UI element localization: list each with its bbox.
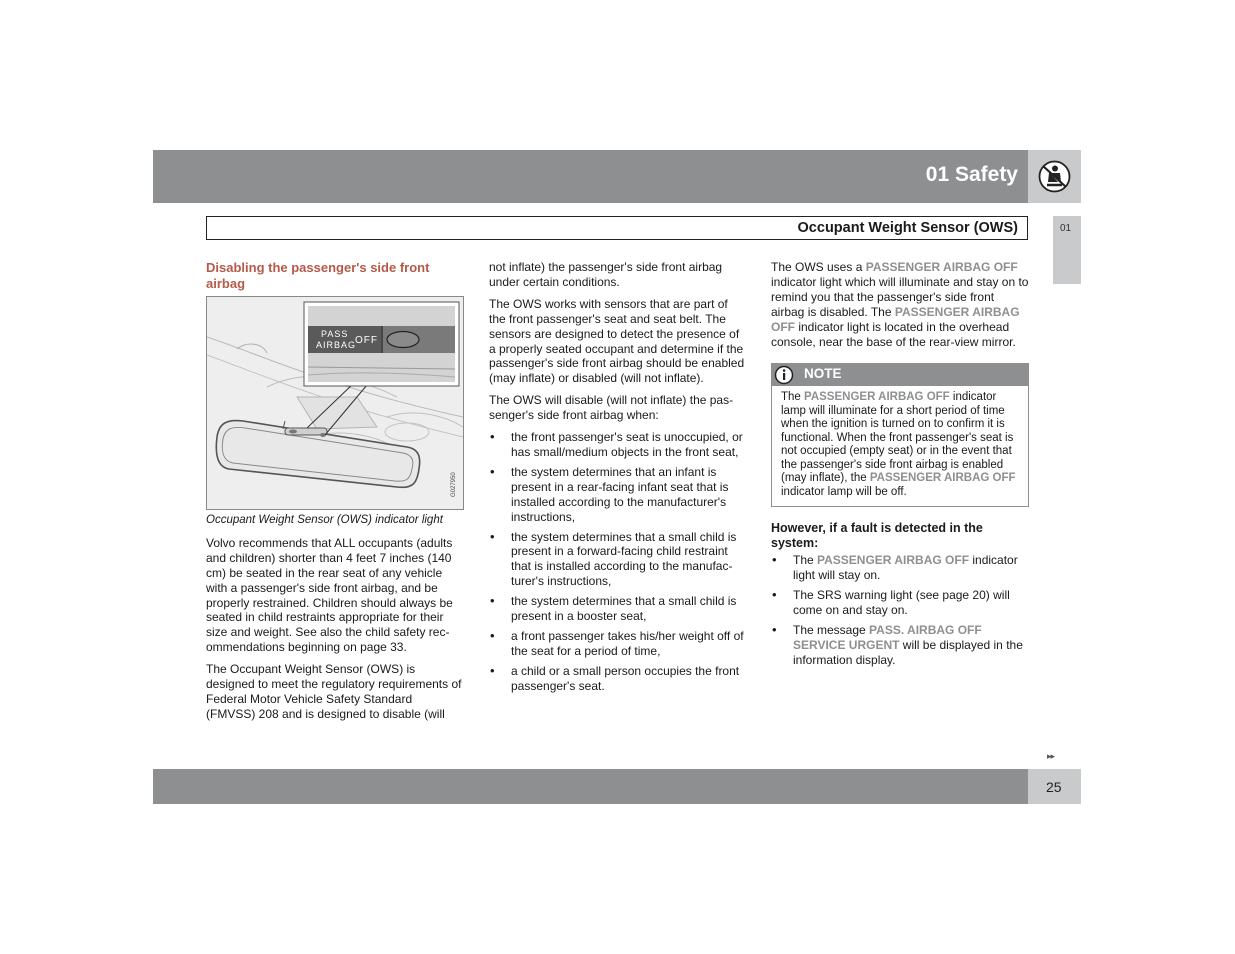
disable-conditions-list — [489, 430, 747, 694]
overhead-console-drawing — [207, 297, 463, 509]
text-run: indicator light is located in the overhead console, near the base of the rear-view mirror. — [771, 319, 1016, 349]
chapter-header-bar — [153, 150, 1028, 203]
fault-list — [771, 553, 1029, 667]
text-run: indicator light which will illuminate and stay on to remind you that the passenger's side front airbag is disabled. The — [771, 274, 1029, 319]
chapter-icon-box — [1028, 150, 1081, 203]
seatbelt-icon — [1038, 160, 1071, 193]
list-item — [771, 553, 1029, 583]
indicator-name: PASSENGER AIRBAG OFF — [817, 553, 970, 568]
section-heading: Disabling the passenger's side front airbag — [206, 260, 430, 291]
section-title: Occupant Weight Sensor (OWS) — [797, 220, 1018, 236]
list-item: • the system determines that an infant is present in a rear-facing infant seat that is installed according to the manufacturer's instructions, — [489, 465, 747, 525]
text-run: indicator lamp will illuminate for a short period of time when the ignition is turned on to confirm it is functional. When the front passenger's seat is not occupied (empty seat) or in the event that the passenger's side front airbag is enabled (may inflate), the — [781, 391, 1014, 485]
indicator-name: PASSENGER AIRBAG OFF — [865, 260, 1018, 274]
text-run: The — [793, 553, 818, 568]
note-box — [771, 363, 1029, 507]
chapter-title: 01 Safety — [925, 163, 1018, 186]
indicator-name: PASSENGER AIRBAG OFF — [804, 391, 950, 404]
column-1 — [206, 260, 464, 729]
text-run: The message — [793, 623, 870, 638]
note-body — [772, 386, 1028, 506]
figure-code: G027950 — [451, 472, 457, 497]
paragraph: not inflate) the passenger's side front airbag under certain conditions. — [489, 260, 723, 289]
text-run: will be displayed in the information display. — [793, 637, 1023, 667]
page-number-box — [1028, 769, 1081, 804]
note-title: NOTE — [804, 366, 842, 382]
footer-bar — [153, 769, 1028, 804]
figure-caption: Occupant Weight Sensor (OWS) indicator light — [206, 514, 443, 526]
fault-subheading: However, if a fault is detected in the system: — [771, 521, 983, 551]
note-header — [772, 364, 1028, 386]
list-item: • the front passenger's seat is unoccupied, or has small/medium objects in the front seat, — [489, 430, 747, 460]
display-off-text: OFF — [355, 335, 378, 346]
list-item: • a front passenger takes his/her weight off of the seat for a period of time, — [489, 629, 747, 659]
chapter-side-tab — [1053, 216, 1081, 284]
list-item — [771, 623, 1029, 668]
text-run: indicator light will stay on. — [793, 553, 1018, 583]
column-2 — [489, 260, 747, 699]
side-tab-label: 01 — [1060, 223, 1072, 234]
list-item: • the system determines that a small child is present in a forward-facing child restraint that is installed according to the manufacturer's instructions, — [489, 530, 747, 590]
text-run: The — [781, 391, 805, 404]
indicator-name: PASSENGER AIRBAG OFF — [771, 304, 1020, 334]
indicator-name: PASSENGER AIRBAG OFF — [869, 472, 1016, 485]
continue-arrows-icon: ▸▸ — [1047, 751, 1055, 761]
list-item: • The SRS warning light (see page 20) will come on and stay on. — [771, 588, 1029, 618]
column-3 — [771, 260, 1029, 673]
list-item: • a child or a small person occupies the front passenger's seat. — [489, 664, 747, 694]
ows-indicator-illustration — [206, 296, 464, 510]
message-text: PASS. AIRBAG OFF SERVICE URGENT — [793, 623, 982, 652]
paragraph: The OWS works with sensors that are part of the front passenger's seat and seat belt. The sensors are designed to detect the presence of a properly seated occupant and determine if the passenger's side front airbag should be enabled (may inflate) or disabled (will not inflate). — [489, 296, 745, 386]
paragraph — [771, 260, 1029, 349]
display-pass-text: PASS — [321, 329, 349, 339]
page-number: 25 — [1046, 779, 1062, 795]
text-run: indicator lamp will be off. — [781, 485, 907, 498]
paragraph: The Occupant Weight Sensor (OWS) is designed to meet the regulatory requirements of Federal Motor Vehicle Safety Standard (FMVSS) 208 and is designed to disable (will — [206, 662, 462, 721]
paragraph: Volvo recommends that ALL occupants (adults and children) shorter than 4 feet 7 inches (140 cm) be seated in the rear seat of any vehicle with a passenger's side front airbag, and be properly restrained. Children should always be seated in child restraints appropriate for their size and weight. See also the child safety recommendations beginning on page 33. — [206, 535, 453, 655]
list-item: • the system determines that a small child is present in a booster seat, — [489, 594, 747, 624]
section-title-box — [206, 216, 1028, 240]
text-run: The OWS uses a — [771, 260, 866, 274]
display-airbag-text: AIRBAG — [316, 340, 357, 350]
info-icon — [774, 365, 794, 385]
paragraph: The OWS will disable (will not inflate) the passenger's side front airbag when: — [489, 393, 734, 423]
